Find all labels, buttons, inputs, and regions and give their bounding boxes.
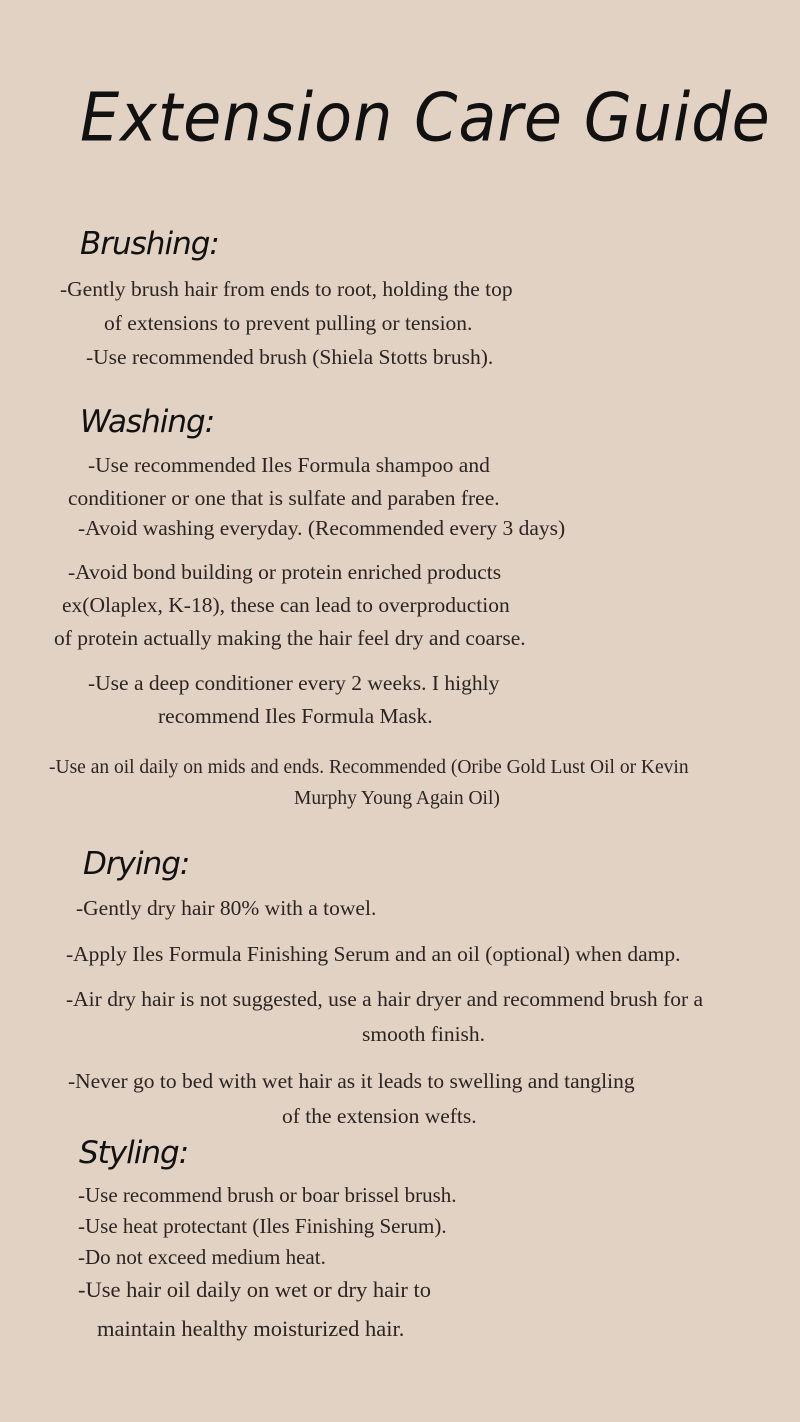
drying-heading: Drying:	[83, 846, 190, 882]
page-title: Extension Care Guide	[80, 78, 771, 157]
styling-line-3: -Do not exceed medium heat.	[78, 1245, 326, 1269]
styling-line-1: -Use recommend brush or boar brissel brush.	[78, 1183, 457, 1207]
drying-line-4: smooth finish.	[362, 1022, 486, 1046]
washing-line-4: -Avoid bond building or protein enriched products	[68, 560, 502, 584]
styling-line-4: -Use hair oil daily on wet or dry hair to	[78, 1277, 432, 1302]
washing-line-1: -Use recommended Iles Formula shampoo and	[88, 453, 490, 477]
washing-heading: Washing:	[80, 404, 215, 440]
brushing-heading: Brushing:	[80, 226, 219, 262]
washing-line-3: -Avoid washing everyday. (Recommended every 3 days)	[78, 516, 566, 540]
drying-line-3: -Air dry hair is not suggested, use a hair dryer and recommend brush for a	[66, 987, 704, 1011]
styling-heading: Styling:	[79, 1135, 189, 1171]
brushing-line-3: -Use recommended brush (Shiela Stotts brush).	[86, 345, 494, 369]
styling-line-2: -Use heat protectant (Iles Finishing Serum).	[78, 1214, 447, 1238]
drying-line-2: -Apply Iles Formula Finishing Serum and an oil (optional) when damp.	[66, 942, 681, 966]
drying-line-1: -Gently dry hair 80% with a towel.	[76, 896, 377, 920]
washing-line-5: ex(Olaplex, K-18), these can lead to overproduction	[62, 593, 510, 617]
styling-line-5: maintain healthy moisturized hair.	[97, 1316, 405, 1341]
drying-line-5: -Never go to bed with wet hair as it leads to swelling and tangling	[68, 1069, 635, 1093]
washing-line-9: -Use an oil daily on mids and ends. Recommended (Oribe Gold Lust Oil or Kevin	[49, 757, 689, 778]
washing-line-2: conditioner or one that is sulfate and paraben free.	[68, 486, 500, 510]
washing-line-6: of protein actually making the hair feel dry and coarse.	[54, 626, 526, 650]
washing-line-8: recommend Iles Formula Mask.	[158, 704, 433, 728]
washing-line-7: -Use a deep conditioner every 2 weeks. I highly	[88, 671, 500, 695]
brushing-line-1: -Gently brush hair from ends to root, holding the top	[60, 277, 513, 301]
brushing-line-2: of extensions to prevent pulling or tension.	[104, 311, 473, 335]
washing-line-10: Murphy Young Again Oil)	[294, 788, 500, 809]
drying-line-6: of the extension wefts.	[282, 1104, 477, 1128]
